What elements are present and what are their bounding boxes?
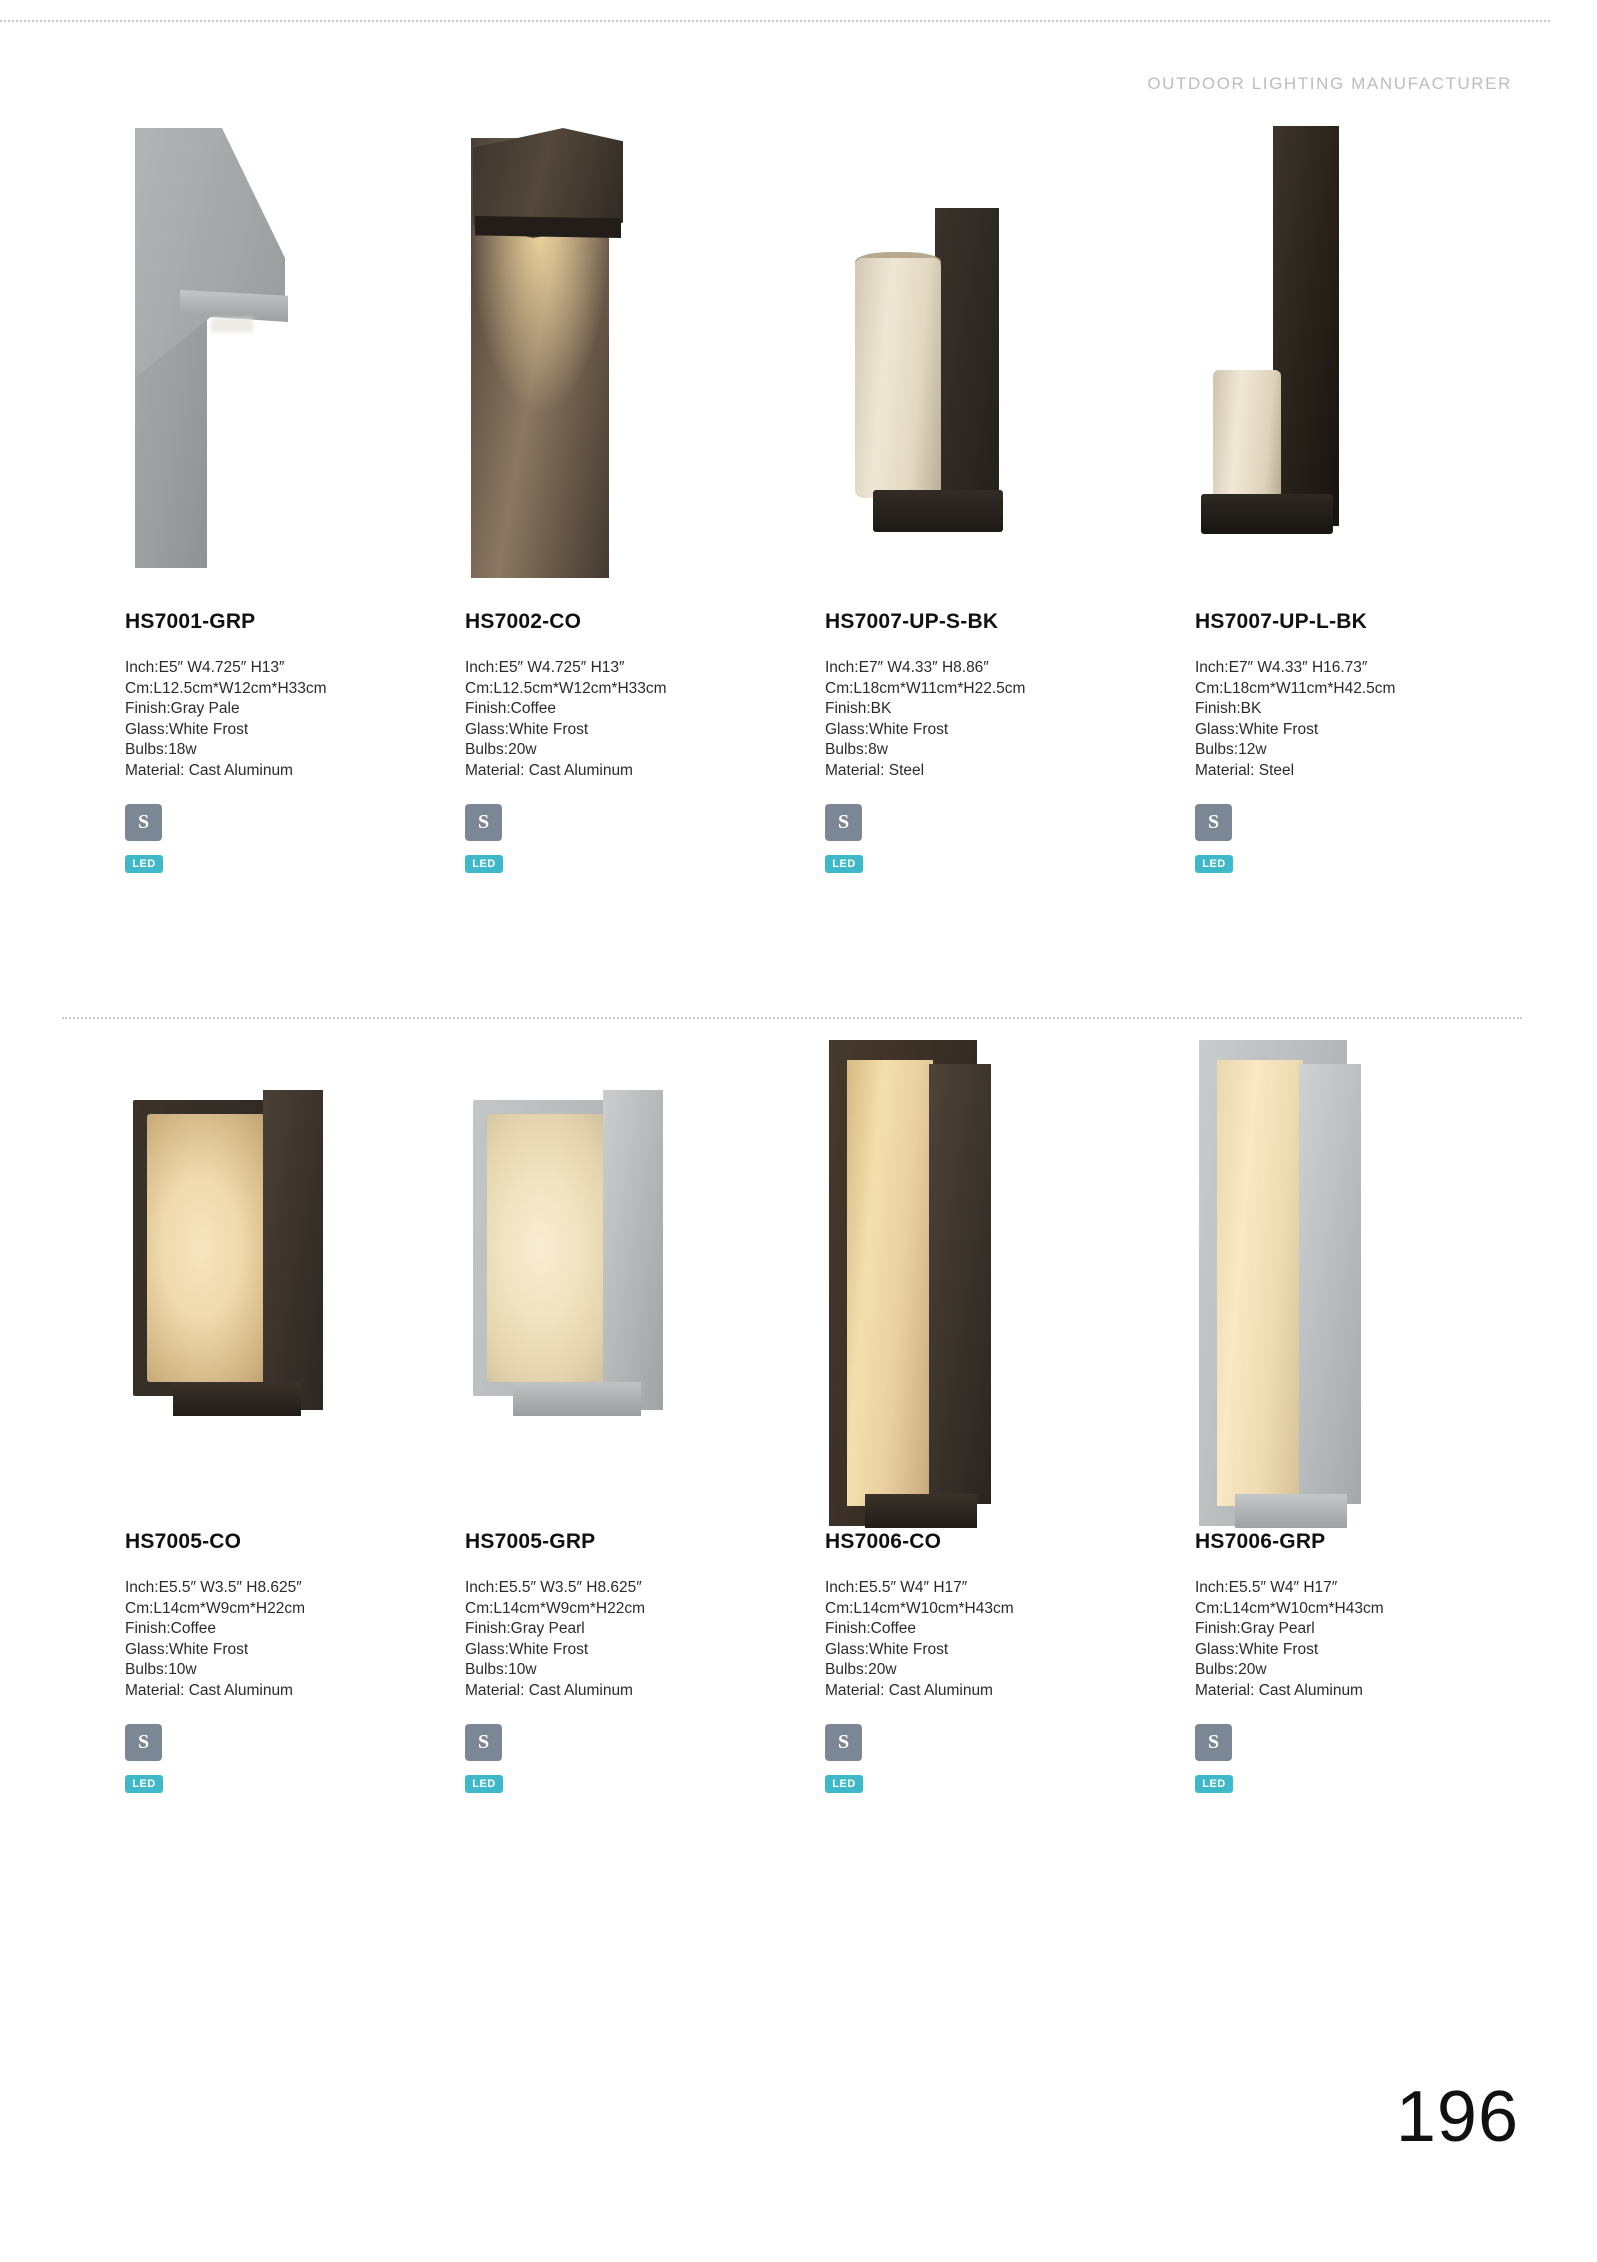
lamp-head xyxy=(135,128,285,378)
spec-glass: Glass:White Frost xyxy=(125,720,249,738)
steel-badge: S xyxy=(825,1724,862,1761)
spec-inch: Inch:E5.5″ W4″ H17″ xyxy=(825,1579,968,1596)
steel-badge: S xyxy=(1195,1724,1232,1761)
product-specs xyxy=(125,1578,485,1702)
lamp-base xyxy=(513,1382,641,1416)
product-badges xyxy=(1195,804,1555,873)
spec-glass: Glass:White Frost xyxy=(1195,1640,1319,1658)
spec-material: Material: Cast Aluminum xyxy=(1195,1682,1363,1700)
spec-bulbs: Bulbs:20w xyxy=(1195,1661,1267,1679)
product-title: HS7006-CO xyxy=(825,1530,942,1553)
spec-cm: Cm:L14cm*W10cm*H43cm xyxy=(825,1599,1014,1617)
spec-inch: Inch:E7″ W4.33″ H16.73″ xyxy=(1195,659,1368,676)
spec-bulbs: Bulbs:8w xyxy=(825,741,888,759)
lamp-base xyxy=(173,1382,301,1416)
lamp-plate xyxy=(1273,126,1339,526)
lamp-base xyxy=(873,490,1003,532)
product-card xyxy=(1195,120,1555,873)
product-specs xyxy=(465,658,825,782)
spec-inch: Inch:E5″ W4.725″ H13″ xyxy=(465,659,625,676)
spec-glass: Glass:White Frost xyxy=(1195,720,1319,738)
spec-finish: Finish:BK xyxy=(825,700,892,718)
steel-badge: S xyxy=(465,804,502,841)
product-card xyxy=(825,1040,1185,1793)
product-badges xyxy=(125,1724,485,1793)
product-image-hs7006-co xyxy=(825,1040,1185,1530)
product-specs xyxy=(465,1578,825,1702)
lamp-glass xyxy=(147,1114,275,1382)
product-card xyxy=(825,120,1185,873)
spec-cm: Cm:L14cm*W9cm*H22cm xyxy=(125,1599,306,1617)
led-badge: LED xyxy=(465,855,503,873)
led-badge: LED xyxy=(1195,1775,1233,1793)
lamp-base xyxy=(1201,494,1333,534)
product-badges xyxy=(1195,1724,1555,1793)
spec-finish: Finish:BK xyxy=(1195,700,1262,718)
product-badges xyxy=(125,804,485,873)
spec-finish: Finish:Coffee xyxy=(125,1620,217,1638)
product-image-hs7001-grp xyxy=(125,120,485,610)
product-specs xyxy=(1195,658,1555,782)
divider-middle xyxy=(62,1017,1522,1019)
spec-cm: Cm:L14cm*W10cm*H43cm xyxy=(1195,1599,1384,1617)
lamp-plate xyxy=(935,208,999,528)
product-title: HS7007-UP-S-BK xyxy=(825,610,999,633)
spec-material: Material: Cast Aluminum xyxy=(825,1682,993,1700)
product-image-hs7007-up-s-bk xyxy=(825,120,1185,610)
spec-inch: Inch:E5.5″ W3.5″ H8.625″ xyxy=(465,1579,642,1596)
page-header-tagline: OUTDOOR LIGHTING MANUFACTURER xyxy=(1147,74,1512,93)
spec-bulbs: Bulbs:20w xyxy=(465,741,537,759)
lamp-glow xyxy=(471,230,609,410)
product-image-hs7007-up-l-bk xyxy=(1195,120,1555,610)
spec-material: Material: Steel xyxy=(825,762,925,780)
spec-inch: Inch:E5.5″ W3.5″ H8.625″ xyxy=(125,1579,302,1596)
product-card xyxy=(465,120,825,873)
lamp-base xyxy=(1235,1494,1347,1528)
product-card xyxy=(1195,1040,1555,1793)
lamp-glass xyxy=(1217,1060,1303,1506)
spec-finish: Finish:Coffee xyxy=(825,1620,917,1638)
product-badges xyxy=(825,1724,1185,1793)
spec-material: Material: Cast Aluminum xyxy=(465,762,633,780)
spec-inch: Inch:E5.5″ W4″ H17″ xyxy=(1195,1579,1338,1596)
led-badge: LED xyxy=(125,1775,163,1793)
spec-cm: Cm:L18cm*W11cm*H42.5cm xyxy=(1195,679,1396,697)
spec-bulbs: Bulbs:12w xyxy=(1195,741,1267,759)
lamp-bar xyxy=(263,1090,323,1410)
steel-badge: S xyxy=(465,1724,502,1761)
spec-cm: Cm:L14cm*W9cm*H22cm xyxy=(465,1599,646,1617)
product-specs xyxy=(125,658,485,782)
product-specs xyxy=(825,658,1185,782)
spec-bulbs: Bulbs:10w xyxy=(125,1661,197,1679)
product-title: HS7001-GRP xyxy=(125,610,256,633)
product-title: HS7005-GRP xyxy=(465,1530,596,1553)
product-card xyxy=(125,120,485,873)
lamp-bar xyxy=(1299,1064,1361,1504)
led-badge: LED xyxy=(825,855,863,873)
spec-glass: Glass:White Frost xyxy=(465,1640,589,1658)
product-title: HS7005-CO xyxy=(125,1530,242,1553)
spec-inch: Inch:E5″ W4.725″ H13″ xyxy=(125,659,285,676)
divider-top xyxy=(0,20,1550,22)
product-card xyxy=(465,1040,825,1793)
led-badge: LED xyxy=(125,855,163,873)
lamp-glass xyxy=(487,1114,615,1382)
steel-badge: S xyxy=(1195,804,1232,841)
product-badges xyxy=(465,804,825,873)
product-image-hs7006-grp xyxy=(1195,1040,1555,1530)
lamp-glass xyxy=(855,258,941,498)
spec-material: Material: Cast Aluminum xyxy=(125,762,293,780)
spec-cm: Cm:L12.5cm*W12cm*H33cm xyxy=(465,679,667,697)
spec-cm: Cm:L18cm*W11cm*H22.5cm xyxy=(825,679,1026,697)
spec-finish: Finish:Gray Pearl xyxy=(1195,1620,1315,1638)
product-image-hs7005-co xyxy=(125,1040,485,1530)
product-title: HS7007-UP-L-BK xyxy=(1195,610,1367,633)
lamp-glass xyxy=(847,1060,933,1506)
lamp-base xyxy=(865,1494,977,1528)
spec-glass: Glass:White Frost xyxy=(825,720,949,738)
spec-bulbs: Bulbs:20w xyxy=(825,1661,897,1679)
page-number: 196 xyxy=(1395,2077,1519,2157)
lamp-glow xyxy=(211,318,253,332)
spec-material: Material: Steel xyxy=(1195,762,1295,780)
spec-inch: Inch:E7″ W4.33″ H8.86″ xyxy=(825,659,989,676)
product-badges xyxy=(465,1724,825,1793)
steel-badge: S xyxy=(125,804,162,841)
spec-bulbs: Bulbs:10w xyxy=(465,1661,537,1679)
spec-cm: Cm:L12.5cm*W12cm*H33cm xyxy=(125,679,327,697)
product-badges xyxy=(825,804,1185,873)
spec-glass: Glass:White Frost xyxy=(125,1640,249,1658)
product-title: HS7002-CO xyxy=(465,610,582,633)
lamp-lip xyxy=(475,216,621,238)
led-badge: LED xyxy=(465,1775,503,1793)
spec-glass: Glass:White Frost xyxy=(825,1640,949,1658)
lamp-bar xyxy=(603,1090,663,1410)
spec-material: Material: Cast Aluminum xyxy=(465,1682,633,1700)
product-title: HS7006-GRP xyxy=(1195,1530,1326,1553)
steel-badge: S xyxy=(125,1724,162,1761)
spec-bulbs: Bulbs:18w xyxy=(125,741,197,759)
lamp-bar xyxy=(929,1064,991,1504)
spec-finish: Finish:Coffee xyxy=(465,700,557,718)
product-specs xyxy=(825,1578,1185,1702)
spec-glass: Glass:White Frost xyxy=(465,720,589,738)
product-image-hs7002-co xyxy=(465,120,825,610)
spec-material: Material: Cast Aluminum xyxy=(125,1682,293,1700)
product-image-hs7005-grp xyxy=(465,1040,825,1530)
product-specs xyxy=(1195,1578,1555,1702)
spec-finish: Finish:Gray Pearl xyxy=(465,1620,585,1638)
led-badge: LED xyxy=(1195,855,1233,873)
steel-badge: S xyxy=(825,804,862,841)
led-badge: LED xyxy=(825,1775,863,1793)
product-card xyxy=(125,1040,485,1793)
spec-finish: Finish:Gray Pale xyxy=(125,700,240,718)
